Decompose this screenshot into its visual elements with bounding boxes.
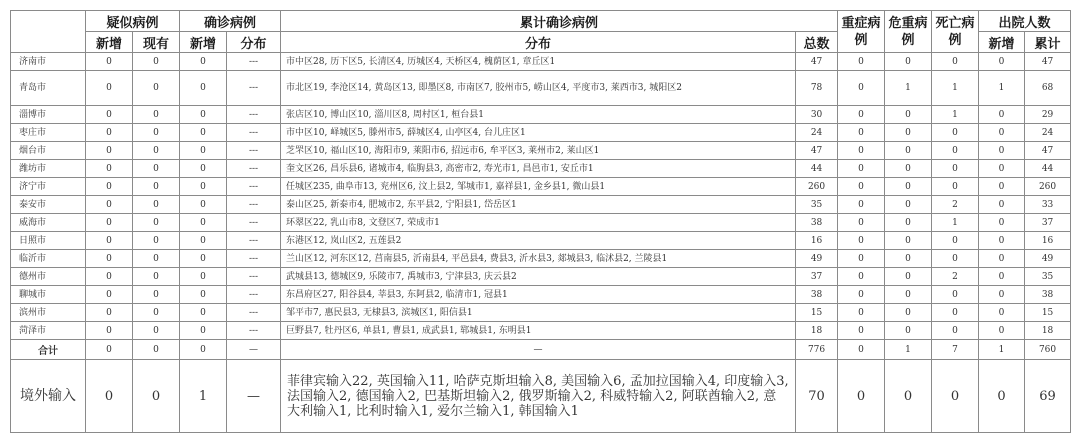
table-row <box>11 124 1071 142</box>
confirmed-distribution: --- <box>227 304 281 322</box>
critical-count: 0 <box>885 214 932 232</box>
city-name: 菏泽市 <box>11 322 86 340</box>
confirmed-new: 0 <box>180 250 227 268</box>
suspected-new: 0 <box>86 178 133 196</box>
overseas-confirmed-distribution: — <box>227 360 281 433</box>
discharged-cumulative: 68 <box>1025 71 1071 106</box>
table-row <box>11 232 1071 250</box>
cumulative-distribution: 泰山区25, 新泰市4, 肥城市2, 东平县2, 宁阳县1, 岱岳区1 <box>281 196 796 214</box>
discharged-cumulative: 47 <box>1025 142 1071 160</box>
severe-count: 0 <box>838 250 885 268</box>
cumulative-distribution: 市中区28, 历下区5, 长清区4, 历城区4, 天桥区4, 槐荫区1, 章丘区1 <box>281 53 796 71</box>
table-row <box>11 142 1071 160</box>
suspected-new: 0 <box>86 322 133 340</box>
city-name: 枣庄市 <box>11 124 86 142</box>
death-count: 1 <box>932 71 979 106</box>
overseas-suspected-new: 0 <box>86 360 133 433</box>
suspected-existing: 0 <box>133 286 180 304</box>
city-name: 德州市 <box>11 268 86 286</box>
total-confirmed-new: 0 <box>180 340 227 360</box>
confirmed-distribution: --- <box>227 286 281 304</box>
discharged-new: 0 <box>979 160 1025 178</box>
confirmed-new: 0 <box>180 142 227 160</box>
confirmed-new: 0 <box>180 124 227 142</box>
confirmed-distribution: --- <box>227 214 281 232</box>
death-count: 2 <box>932 196 979 214</box>
overseas-row <box>11 360 1071 433</box>
table-row <box>11 106 1071 124</box>
severe-count: 0 <box>838 286 885 304</box>
confirmed-new: 0 <box>180 268 227 286</box>
cumulative-distribution: 兰山区12, 河东区12, 莒南县5, 沂南县4, 平邑县4, 费县3, 沂水县3, 郯城县3, 临沭县2, 兰陵县1 <box>281 250 796 268</box>
cumulative-total: 78 <box>796 71 838 106</box>
discharged-new: 0 <box>979 322 1025 340</box>
confirmed-new: 0 <box>180 160 227 178</box>
cumulative-total: 24 <box>796 124 838 142</box>
city-name: 济南市 <box>11 53 86 71</box>
table-row <box>11 214 1071 232</box>
death-count: 0 <box>932 286 979 304</box>
suspected-existing: 0 <box>133 106 180 124</box>
header-suspected-existing: 现有 <box>133 32 180 53</box>
confirmed-new: 0 <box>180 322 227 340</box>
severe-count: 0 <box>838 268 885 286</box>
cumulative-total: 38 <box>796 214 838 232</box>
table-row <box>11 304 1071 322</box>
city-name: 淄博市 <box>11 106 86 124</box>
discharged-new: 0 <box>979 232 1025 250</box>
severe-count: 0 <box>838 178 885 196</box>
cumulative-distribution: 芝罘区10, 福山区10, 海阳市9, 莱阳市6, 招远市6, 牟平区3, 莱州市2, 莱山区1 <box>281 142 796 160</box>
discharged-cumulative: 49 <box>1025 250 1071 268</box>
confirmed-new: 0 <box>180 286 227 304</box>
critical-count: 0 <box>885 124 932 142</box>
table-row <box>11 160 1071 178</box>
total-critical: 1 <box>885 340 932 360</box>
table-row <box>11 250 1071 268</box>
severe-count: 0 <box>838 142 885 160</box>
cumulative-distribution: 奎文区26, 昌乐县6, 诸城市4, 临朐县3, 高密市2, 寿光市1, 昌邑市1, 安丘市1 <box>281 160 796 178</box>
cumulative-distribution: 巨野县7, 牡丹区6, 单县1, 曹县1, 成武县1, 郓城县1, 东明县1 <box>281 322 796 340</box>
death-count: 0 <box>932 322 979 340</box>
city-name: 威海市 <box>11 214 86 232</box>
death-count: 2 <box>932 268 979 286</box>
suspected-new: 0 <box>86 71 133 106</box>
discharged-cumulative: 24 <box>1025 124 1071 142</box>
discharged-cumulative: 29 <box>1025 106 1071 124</box>
discharged-cumulative: 44 <box>1025 160 1071 178</box>
suspected-new: 0 <box>86 53 133 71</box>
table-row <box>11 268 1071 286</box>
critical-count: 0 <box>885 268 932 286</box>
discharged-cumulative: 16 <box>1025 232 1071 250</box>
suspected-existing: 0 <box>133 304 180 322</box>
severe-count: 0 <box>838 124 885 142</box>
cumulative-total: 37 <box>796 268 838 286</box>
cumulative-total: 38 <box>796 286 838 304</box>
suspected-existing: 0 <box>133 322 180 340</box>
confirmed-distribution: --- <box>227 124 281 142</box>
suspected-new: 0 <box>86 286 133 304</box>
suspected-new: 0 <box>86 142 133 160</box>
death-count: 0 <box>932 250 979 268</box>
critical-count: 0 <box>885 286 932 304</box>
header-stub <box>11 11 86 53</box>
city-name: 滨州市 <box>11 304 86 322</box>
table-row <box>11 322 1071 340</box>
cumulative-distribution: 环翠区22, 乳山市8, 文登区7, 荣成市1 <box>281 214 796 232</box>
severe-count: 0 <box>838 71 885 106</box>
critical-count: 0 <box>885 304 932 322</box>
death-count: 0 <box>932 160 979 178</box>
confirmed-distribution: --- <box>227 71 281 106</box>
header-row-group <box>11 11 1071 32</box>
confirmed-distribution: --- <box>227 268 281 286</box>
city-name: 日照市 <box>11 232 86 250</box>
discharged-new: 0 <box>979 178 1025 196</box>
total-suspected-existing: 0 <box>133 340 180 360</box>
discharged-new: 0 <box>979 268 1025 286</box>
cumulative-total: 49 <box>796 250 838 268</box>
critical-count: 0 <box>885 106 932 124</box>
header-cumulative-distribution: 分布 <box>281 32 796 53</box>
severe-count: 0 <box>838 196 885 214</box>
confirmed-distribution: --- <box>227 53 281 71</box>
critical-count: 0 <box>885 142 932 160</box>
table-row <box>11 53 1071 71</box>
total-distribution: — <box>281 340 796 360</box>
city-name: 烟台市 <box>11 142 86 160</box>
confirmed-new: 0 <box>180 106 227 124</box>
overseas-critical: 0 <box>885 360 932 433</box>
overseas-severe: 0 <box>838 360 885 433</box>
overseas-discharged-cumulative: 69 <box>1025 360 1071 433</box>
critical-count: 0 <box>885 322 932 340</box>
covid-statistics-table <box>10 10 1071 433</box>
critical-count: 1 <box>885 71 932 106</box>
cumulative-total: 35 <box>796 196 838 214</box>
discharged-cumulative: 47 <box>1025 53 1071 71</box>
severe-count: 0 <box>838 160 885 178</box>
cumulative-distribution: 武城县13, 德城区9, 乐陵市7, 禹城市3, 宁津县3, 庆云县2 <box>281 268 796 286</box>
suspected-existing: 0 <box>133 232 180 250</box>
city-name: 聊城市 <box>11 286 86 304</box>
discharged-new: 0 <box>979 106 1025 124</box>
overseas-confirmed-new: 1 <box>180 360 227 433</box>
header-critical: 危重病例 <box>885 11 932 53</box>
header-confirmed-distribution: 分布 <box>227 32 281 53</box>
cumulative-total: 44 <box>796 160 838 178</box>
header-discharged: 出院人数 <box>979 11 1071 32</box>
discharged-cumulative: 33 <box>1025 196 1071 214</box>
suspected-existing: 0 <box>133 142 180 160</box>
discharged-new: 1 <box>979 71 1025 106</box>
critical-count: 0 <box>885 178 932 196</box>
overseas-distribution: 菲律宾输入22, 英国输入11, 哈萨克斯坦输入8, 美国输入6, 孟加拉国输入4, 印度输入3, 法国输入2, 德国输入2, 巴基斯坦输入2, 俄罗斯输入2, 科威特输入2, 阿联酋输入2, 意大利输入1, 比利时输入1, 爱尔兰输入1, 韩国输入1 <box>281 360 796 433</box>
confirmed-distribution: --- <box>227 106 281 124</box>
suspected-new: 0 <box>86 214 133 232</box>
suspected-existing: 0 <box>133 53 180 71</box>
cumulative-distribution: 市中区10, 峄城区5, 滕州市5, 薛城区4, 山亭区4, 台儿庄区1 <box>281 124 796 142</box>
discharged-new: 0 <box>979 286 1025 304</box>
death-count: 1 <box>932 214 979 232</box>
critical-count: 0 <box>885 250 932 268</box>
city-name: 泰安市 <box>11 196 86 214</box>
confirmed-new: 0 <box>180 214 227 232</box>
suspected-existing: 0 <box>133 196 180 214</box>
header-confirmed-new: 新增 <box>180 32 227 53</box>
cumulative-total: 15 <box>796 304 838 322</box>
table-row <box>11 71 1071 106</box>
overseas-suspected-existing: 0 <box>133 360 180 433</box>
city-name: 潍坊市 <box>11 160 86 178</box>
cumulative-total: 30 <box>796 106 838 124</box>
death-count: 0 <box>932 304 979 322</box>
discharged-new: 0 <box>979 304 1025 322</box>
cumulative-distribution: 任城区235, 曲阜市13, 兖州区6, 汶上县2, 邹城市1, 嘉祥县1, 金乡县1, 微山县1 <box>281 178 796 196</box>
death-count: 0 <box>932 232 979 250</box>
header-severe: 重症病例 <box>838 11 885 53</box>
discharged-new: 0 <box>979 53 1025 71</box>
confirmed-new: 0 <box>180 196 227 214</box>
discharged-cumulative: 37 <box>1025 214 1071 232</box>
suspected-new: 0 <box>86 124 133 142</box>
discharged-cumulative: 15 <box>1025 304 1071 322</box>
confirmed-distribution: --- <box>227 196 281 214</box>
cumulative-distribution: 邹平市7, 惠民县3, 无棣县3, 滨城区1, 阳信县1 <box>281 304 796 322</box>
total-discharged-cumulative: 760 <box>1025 340 1071 360</box>
confirmed-distribution: --- <box>227 322 281 340</box>
overseas-discharged-new: 0 <box>979 360 1025 433</box>
city-name: 临沂市 <box>11 250 86 268</box>
death-count: 0 <box>932 124 979 142</box>
death-count: 1 <box>932 106 979 124</box>
total-cumulative-total: 776 <box>796 340 838 360</box>
discharged-new: 0 <box>979 214 1025 232</box>
critical-count: 0 <box>885 160 932 178</box>
confirmed-new: 0 <box>180 53 227 71</box>
severe-count: 0 <box>838 232 885 250</box>
header-suspected: 疑似病例 <box>86 11 180 32</box>
table-row <box>11 178 1071 196</box>
overseas-label: 境外输入 <box>11 360 86 433</box>
suspected-existing: 0 <box>133 250 180 268</box>
total-row <box>11 340 1071 360</box>
severe-count: 0 <box>838 322 885 340</box>
confirmed-distribution: --- <box>227 142 281 160</box>
cumulative-distribution: 市北区19, 李沧区14, 黄岛区13, 即墨区8, 市南区7, 胶州市5, 崂山区4, 平度市3, 莱西市3, 城阳区2 <box>281 71 796 106</box>
suspected-existing: 0 <box>133 178 180 196</box>
suspected-existing: 0 <box>133 124 180 142</box>
table-row <box>11 286 1071 304</box>
cumulative-total: 47 <box>796 142 838 160</box>
header-suspected-new: 新增 <box>86 32 133 53</box>
total-suspected-new: 0 <box>86 340 133 360</box>
severe-count: 0 <box>838 106 885 124</box>
cumulative-total: 47 <box>796 53 838 71</box>
death-count: 0 <box>932 53 979 71</box>
table-row <box>11 196 1071 214</box>
header-discharged-new: 新增 <box>979 32 1025 53</box>
cumulative-distribution: 东昌府区27, 阳谷县4, 莘县3, 东阿县2, 临清市1, 冠县1 <box>281 286 796 304</box>
total-discharged-new: 1 <box>979 340 1025 360</box>
suspected-new: 0 <box>86 196 133 214</box>
confirmed-distribution: --- <box>227 232 281 250</box>
suspected-existing: 0 <box>133 71 180 106</box>
suspected-new: 0 <box>86 232 133 250</box>
discharged-cumulative: 38 <box>1025 286 1071 304</box>
death-count: 0 <box>932 142 979 160</box>
severe-count: 0 <box>838 53 885 71</box>
discharged-new: 0 <box>979 196 1025 214</box>
confirmed-distribution: --- <box>227 250 281 268</box>
discharged-new: 0 <box>979 250 1025 268</box>
overseas-death: 0 <box>932 360 979 433</box>
suspected-new: 0 <box>86 250 133 268</box>
header-cumulative-total: 总数 <box>796 32 838 53</box>
critical-count: 0 <box>885 53 932 71</box>
total-confirmed-distribution: — <box>227 340 281 360</box>
overseas-cumulative-total: 70 <box>796 360 838 433</box>
discharged-cumulative: 35 <box>1025 268 1071 286</box>
discharged-new: 0 <box>979 142 1025 160</box>
suspected-new: 0 <box>86 160 133 178</box>
header-death: 死亡病例 <box>932 11 979 53</box>
header-confirmed: 确诊病例 <box>180 11 281 32</box>
cumulative-total: 18 <box>796 322 838 340</box>
confirmed-new: 0 <box>180 178 227 196</box>
suspected-existing: 0 <box>133 268 180 286</box>
confirmed-new: 0 <box>180 232 227 250</box>
death-count: 0 <box>932 178 979 196</box>
critical-count: 0 <box>885 196 932 214</box>
suspected-new: 0 <box>86 268 133 286</box>
city-name: 济宁市 <box>11 178 86 196</box>
header-cumulative: 累计确诊病例 <box>281 11 838 32</box>
critical-count: 0 <box>885 232 932 250</box>
discharged-cumulative: 260 <box>1025 178 1071 196</box>
discharged-cumulative: 18 <box>1025 322 1071 340</box>
cumulative-total: 16 <box>796 232 838 250</box>
discharged-new: 0 <box>979 124 1025 142</box>
header-discharged-cumulative: 累计 <box>1025 32 1071 53</box>
confirmed-new: 0 <box>180 304 227 322</box>
cumulative-total: 260 <box>796 178 838 196</box>
total-label: 合计 <box>11 340 86 360</box>
city-name: 青岛市 <box>11 71 86 106</box>
confirmed-distribution: --- <box>227 160 281 178</box>
cumulative-distribution: 东港区12, 岚山区2, 五莲县2 <box>281 232 796 250</box>
cumulative-distribution: 张店区10, 博山区10, 淄川区8, 周村区1, 桓台县1 <box>281 106 796 124</box>
confirmed-new: 0 <box>180 71 227 106</box>
total-death: 7 <box>932 340 979 360</box>
total-severe: 0 <box>838 340 885 360</box>
suspected-existing: 0 <box>133 214 180 232</box>
severe-count: 0 <box>838 304 885 322</box>
suspected-new: 0 <box>86 106 133 124</box>
suspected-new: 0 <box>86 304 133 322</box>
confirmed-distribution: --- <box>227 178 281 196</box>
severe-count: 0 <box>838 214 885 232</box>
suspected-existing: 0 <box>133 160 180 178</box>
